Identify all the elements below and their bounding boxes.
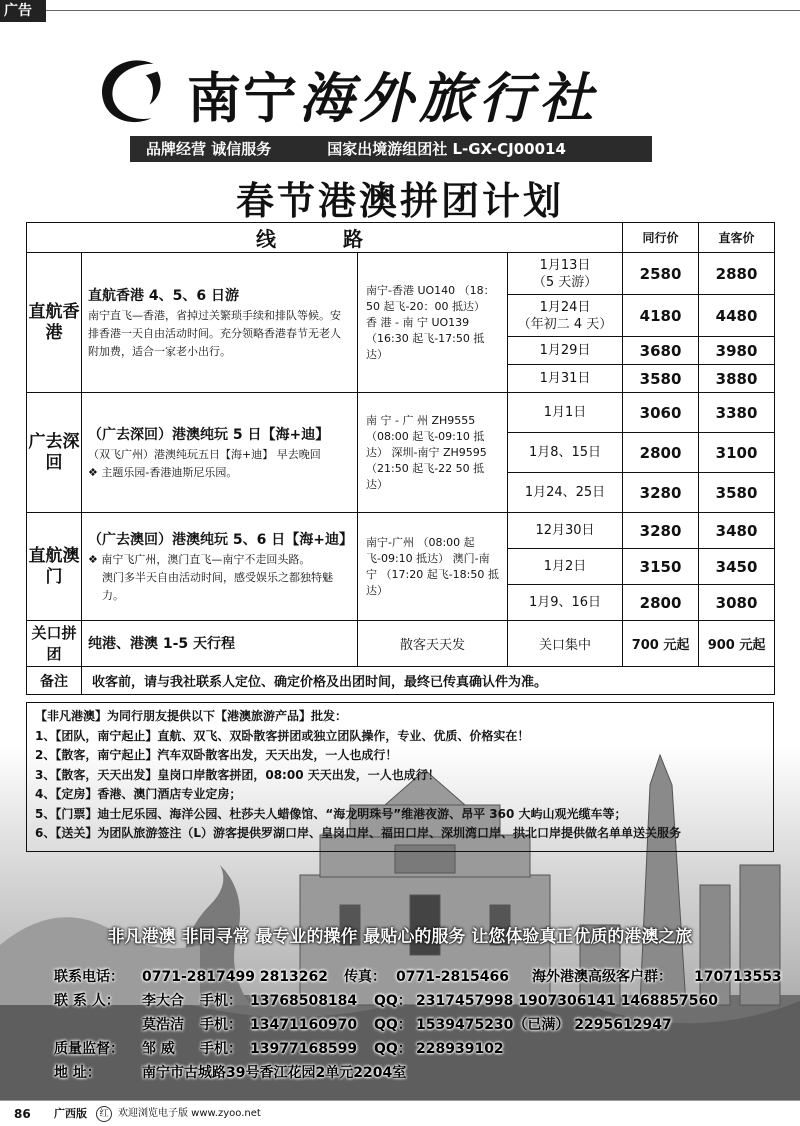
route-body: 澳门多半天自由活动时间，感受娱乐之都独特魅力。: [102, 570, 333, 602]
license-number: 国家出境游组团社 L-GX-CJ00014: [327, 140, 566, 158]
date-text: 1月24日: [539, 299, 591, 315]
contact-block: [54, 965, 800, 1085]
agency-name-part1: 南宁: [187, 67, 299, 130]
slogan-bar: [130, 136, 652, 162]
flight-info: 南宁-香港 UO140 （18：50 起飞-20：00 抵达） 香 港 - 南 宁 UO139 （16:30 起飞-17:50 抵达）: [358, 253, 508, 393]
qq-label: QQ：: [374, 993, 412, 1009]
swoosh-logo-icon: [95, 52, 173, 130]
mobile-number: 13768508184: [250, 993, 358, 1009]
route-title: 纯港、港澳 1-5 天行程: [88, 635, 236, 652]
route-bullet: ❖ 主题乐园-香港迪斯尼乐园。: [88, 465, 238, 479]
address-label: 地 址：: [54, 1065, 101, 1081]
contact-label: 联 系 人：: [54, 993, 120, 1009]
note-text: 收客前，请与我社联系人定位、确定价格及出团时间，最终已传真确认件为准。: [82, 667, 775, 695]
direct-price: 4480: [699, 295, 775, 337]
date-text: 1月13日: [539, 257, 591, 273]
agency-name-part2: 海外旅行社: [299, 66, 599, 130]
table-row: [27, 513, 775, 549]
contact-row: [54, 1013, 800, 1037]
direct-price: 3380: [699, 393, 775, 433]
qq-numbers: 228939102: [416, 1041, 504, 1057]
slogan-left: 品牌经营 诚信服务: [146, 140, 272, 158]
direct-price: 3480: [699, 513, 775, 549]
qq-label: QQ：: [374, 1017, 412, 1033]
list-item: 3、【散客，天天出发】皇岗口岸散客拼团，08:00 天天出发，一人也成行！: [35, 767, 440, 782]
date-note: （5 天游）: [532, 274, 598, 290]
mobile-label: 手机：: [200, 1017, 242, 1033]
category-cell: 直航香港: [27, 253, 82, 393]
contact-name: 莫浩洁: [142, 1017, 184, 1033]
website-link[interactable]: 欢迎浏览电子版 www.zyoo.net: [118, 1108, 261, 1119]
phone-label: 联系电话：: [54, 969, 124, 985]
peer-price: 3280: [623, 513, 699, 549]
peer-price: 3280: [623, 473, 699, 513]
route-body: 南宁直飞—香港，省掉过关繁琐手续和排队等候。安排香港一天自由活动时间。充分领略香港春节无老人附加费，适合一家老小出行。: [88, 308, 341, 358]
itinerary-table: [26, 222, 775, 695]
top-rule: [46, 10, 800, 11]
contact-row: [54, 989, 800, 1013]
route-description: [82, 253, 358, 393]
direct-price: 3450: [699, 549, 775, 585]
table-row: [27, 253, 775, 295]
peer-price: 2800: [623, 433, 699, 473]
peer-price: 700 元起: [623, 621, 699, 667]
direct-price: 3080: [699, 585, 775, 621]
quality-row: [54, 1037, 800, 1061]
peer-price: 3060: [623, 393, 699, 433]
direct-price: 3980: [699, 337, 775, 365]
address-row: [54, 1061, 800, 1085]
departure-date: 1月24、25日: [508, 473, 623, 513]
mobile-label: 手机：: [200, 993, 242, 1009]
direct-price: 3100: [699, 433, 775, 473]
departure-date: 1月31日: [508, 365, 623, 393]
route-title: （广去深回）港澳纯玩 5 日【海+迪】: [88, 426, 330, 443]
date-note: （年初二 4 天）: [517, 316, 613, 332]
category-cell: 关口拼团: [27, 621, 82, 667]
mobile-number: 13977168599: [250, 1041, 358, 1057]
route-title: 直航香港 4、5、6 日游: [88, 287, 239, 304]
direct-price: 3580: [699, 473, 775, 513]
peer-price: 3580: [623, 365, 699, 393]
peer-price: 4180: [623, 295, 699, 337]
address-text: 南宁市古城路39号香江花园2单元2204室: [142, 1065, 407, 1081]
header-direct-price: 直客价: [699, 223, 775, 253]
departure-date: [508, 253, 623, 295]
list-item: 6、【送关】为团队旅游签注（L）游客提供罗湖口岸、皇岗口岸、福田口岸、深圳湾口岸、拱北口岸提供做名单单送关服务: [35, 826, 682, 840]
page-footer: [0, 1100, 800, 1126]
table-header: [27, 223, 775, 253]
departure-date: 1月2日: [508, 549, 623, 585]
table-row: [27, 393, 775, 433]
list-item: 1、【团队，南宁起止】直航、双飞、双卧散客拼团或独立团队操作，专业、优质、价格实在！: [35, 728, 530, 743]
page-number: 86: [14, 1107, 31, 1121]
quality-label: 质量监督：: [54, 1041, 124, 1057]
header-route: 线 路: [27, 223, 623, 253]
tagline: 非凡港澳 非同寻常 最专业的操作 最贴心的服务 让您体验真正优质的港澳之旅: [107, 927, 693, 947]
departure-date: [508, 295, 623, 337]
list-item: 4、【定房】香港、澳门酒店专业定房；: [35, 787, 242, 801]
flight-info: 南宁-广州 （08:00 起飞-09:10 抵达） 澳门-南宁 （17:20 起飞-18:50 抵达）: [358, 513, 508, 621]
mobile-label: 手机：: [200, 1041, 242, 1057]
edition-name: 广西版: [54, 1107, 87, 1120]
departure-date: 12月30日: [508, 513, 623, 549]
category-cell: 直航澳门: [27, 513, 82, 621]
client-group-number: 170713553: [694, 969, 782, 985]
phone-number: 0771-2817499 2813262: [142, 969, 329, 985]
note-label: 备注: [27, 667, 82, 695]
flight-info: 南 宁 - 广 州 ZH9555 （08:00 起飞-09:10 抵达） 深圳-南宁 ZH9595 （21:50 起飞-22 50 抵达）: [358, 393, 508, 513]
wholesale-intro: 【非凡港澳】为同行朋友提供以下【港澳旅游产品】批发：: [35, 709, 348, 723]
edition-badge-icon: 红: [96, 1106, 112, 1122]
brand-header: [95, 50, 715, 135]
qq-numbers: 1539475230（已满） 2295612947: [416, 1017, 672, 1033]
contact-name: 李大合: [142, 993, 184, 1009]
qq-numbers: 2317457998 1907306141 1468857560: [416, 993, 718, 1009]
category-cell: 广去深回: [27, 393, 82, 513]
page-title: 春节港澳拼团计划: [235, 179, 564, 223]
peer-price: 3150: [623, 549, 699, 585]
peer-price: 2580: [623, 253, 699, 295]
quality-name: 邹 威: [142, 1041, 175, 1057]
wholesale-services: [26, 702, 774, 852]
route-bullet: ❖ 南宁飞广州，澳门直飞—南宁不走回头路。: [88, 552, 311, 566]
list-item: 2、【散客，南宁起止】汽车双卧散客出发，天天出发，一人也成行！: [35, 748, 398, 762]
note-row: [27, 667, 775, 695]
direct-price: 900 元起: [699, 621, 775, 667]
route-bullet-text: 主题乐园-香港迪斯尼乐园。: [101, 465, 238, 479]
route-description: [82, 621, 358, 667]
flight-info: 散客天天发: [358, 621, 508, 667]
list-item: 5、【门票】迪士尼乐园、海洋公园、杜莎夫人蜡像馆、“海龙明珠号”维港夜游、昂平 360 大屿山观光缆车等；: [35, 806, 627, 821]
departure-date: 1月29日: [508, 337, 623, 365]
table-row: [27, 621, 775, 667]
departure-date: 关口集中: [508, 621, 623, 667]
peer-price: 2800: [623, 585, 699, 621]
route-description: [82, 393, 358, 513]
client-group-label: 海外港澳高级客户群：: [532, 969, 672, 985]
route-description: [82, 513, 358, 621]
mobile-number: 13471160970: [250, 1017, 358, 1033]
direct-price: 3880: [699, 365, 775, 393]
fax-label: 传真：: [344, 969, 386, 985]
route-body: （双飞广州）港澳纯玩五日【海+迪】 早去晚回: [88, 447, 321, 461]
header-peer-price: 同行价: [623, 223, 699, 253]
route-bullet-text: 南宁飞广州，澳门直飞—南宁不走回头路。: [101, 552, 311, 566]
qq-label: QQ：: [374, 1041, 412, 1057]
phone-row: [54, 965, 800, 989]
ad-tag: 广告: [0, 0, 46, 22]
route-title: （广去澳回）港澳纯玩 5、6 日【海+迪】: [88, 531, 353, 548]
agency-name: [187, 56, 599, 133]
departure-date: 1月8、15日: [508, 433, 623, 473]
direct-price: 2880: [699, 253, 775, 295]
peer-price: 3680: [623, 337, 699, 365]
fax-number: 0771-2815466: [396, 969, 509, 985]
departure-date: 1月1日: [508, 393, 623, 433]
departure-date: 1月9、16日: [508, 585, 623, 621]
